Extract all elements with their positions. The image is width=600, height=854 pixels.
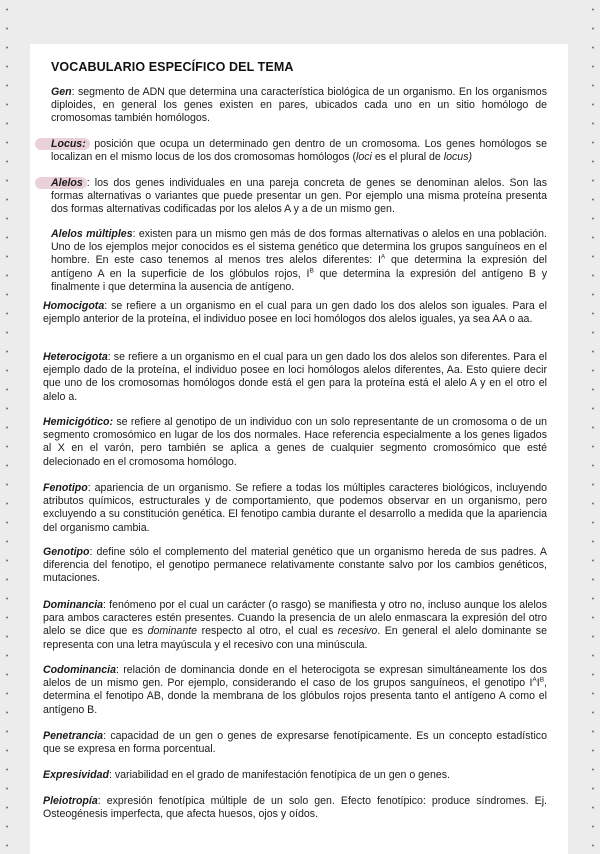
entry-dominancia: Dominancia: fenómeno por el cual un carácter (o rasgo) se manifiesta y otro no, incluso aunque los alelos para ambos caracteres estén presentes. Cuando la presencia de un alelo enmascara la expresión del otro alelo se dice que es dominante respecto al otro, el cual es recesivo. En general el alelo dominante se representa con una letra mayúscula y el recesivo con una minúscula. <box>43 599 547 651</box>
term-pleiotropia: Pleiotropía <box>43 795 98 807</box>
term-expresividad: Expresividad <box>43 769 109 781</box>
entry-codominancia: Codominancia: relación de dominancia donde en el heterocigota se expresan simultáneamente los dos alelos de un mismo gen. Por ejemplo, considerando el caso de los grupos sanguíneos, el genotipo $I^AI^B$, determina el fenotipo AB, donde la membrana de los glóbulos rojos presenta tanto el antígeno A como el antígeno B. <box>43 664 547 716</box>
term-penetrancia: Penetrancia <box>43 730 104 742</box>
right-margin-dots <box>586 0 600 848</box>
document-page <box>30 44 568 854</box>
term-gen: Gen <box>51 86 72 98</box>
entry-heterocigota: Heterocigota: se refiere a un organismo en el cual para un gen dado los dos alelos son diferentes. Para el ejemplo dado de la proteína, el individuo posee en loci homólogos alelos diferentes, Aa. Esto quiere decir que uno de los cromosomas homólogos donde está el gen para la proteína está el alelo A y en el otro el alelo a. <box>43 351 547 403</box>
entry-genotipo: Genotipo: define sólo el complemento del material genético que un organismo hereda de sus padres. A diferencia del fenotipo, el genotipo permanece relativamente constante salvo por los cambios genéticos, mutaciones. <box>43 546 547 585</box>
term-alelos: Alelos <box>35 177 87 189</box>
term-codominancia: Codominancia <box>43 664 116 676</box>
entry-pleiotropia: Pleiotropía: expresión fenotípica múltiple de un solo gen. Efecto fenotípico: produce síndromes. Ej. Osteogénesis imperfecta, que afecta huesos, ojos y oídos. <box>43 795 547 821</box>
term-genotipo: Genotipo <box>43 546 90 558</box>
entry-penetrancia: Penetrancia: capacidad de un gen o genes de expresarse fenotípicamente. Es un concepto estadístico que se expresa en forma porcentual. <box>43 730 547 756</box>
entry-alelos-multiples: Alelos múltiples: existen para un mismo gen más de dos formas alternativas o alelos en una población. Uno de los ejemplos mejor conocidos es el sistema genético que determina los grupos sanguíneos en el hombre. En este caso tenemos al menos tres alelos diferentes: $I^A$ que determina la expresión del antígeno A en la superficie de los glóbulos rojos, $I^B$ que determina la expresión del antígeno B y finalmente i que determina la ausencia de antígeno. <box>51 228 547 293</box>
term-dominancia: Dominancia <box>43 599 104 611</box>
term-fenotipo: Fenotipo <box>43 482 88 494</box>
term-hemicigotico: Hemicigótico: <box>43 416 114 428</box>
term-homocigota: Homocigota <box>43 300 105 312</box>
entry-hemicigotico: Hemicigótico: se refiere al genotipo de un individuo con un solo representante de un cromosoma o de un segmento cromosómico en lugar de los dos normales. Hace referencia especialmente a los genes ligados al X en el varón, pero también se aplica a genes de cualquier segmento cromosómico que esté delecionado en el cromosoma homólogo. <box>43 416 547 468</box>
page-title: VOCABULARIO ESPECÍFICO DEL TEMA <box>51 60 294 74</box>
entry-alelos: Alelos : los dos genes individuales en una pareja concreta de genes se denominan alelos. Son las formas alternativas o variantes que puede presentar un gen. Por ejemplo una misma proteína presenta dos formas alternativas codificadas por los alelos A y a de un mismo gen. <box>51 177 547 217</box>
entry-locus: Locus: posición que ocupa un determinado gen dentro de un cromosoma. Los genes homólogos se localizan en el mismo locus de los dos cromosomas homólogos (loci es el plural de locus) <box>51 138 547 164</box>
entry-expresividad: Expresividad: variabilidad en el grado de manifestación fenotípica de un gen o genes. <box>43 769 450 781</box>
entry-homocigota: Homocigota: se refiere a un organismo en el cual para un gen dado los dos alelos son iguales. Para el ejemplo anterior de la proteína, el individuo posee en loci homólogos dos alelos iguales, ya sea AA o aa. <box>43 300 547 326</box>
term-alelos-multiples: Alelos múltiples <box>51 228 133 240</box>
left-margin-dots <box>0 0 14 848</box>
term-heterocigota: Heterocigota <box>43 351 108 363</box>
term-locus: Locus: <box>35 138 90 150</box>
entry-gen: Gen: segmento de ADN que determina una característica biológica de un organismo. En los organismos diploides, en general los genes existen en pares, ubicados cada uno en un sitio homólogo de cromosomas también homólogos. <box>51 86 547 125</box>
entry-fenotipo: Fenotipo: apariencia de un organismo. Se refiere a todas los múltiples caracteres biológicos, incluyendo atributos químicos, estructurales y de comportamiento, que podemos observar en un organismo, pero excluyendo a su constitución genética. El fenotipo cambia durante el desarrollo a medida que la apariencia del organismo cambia. <box>43 482 547 534</box>
